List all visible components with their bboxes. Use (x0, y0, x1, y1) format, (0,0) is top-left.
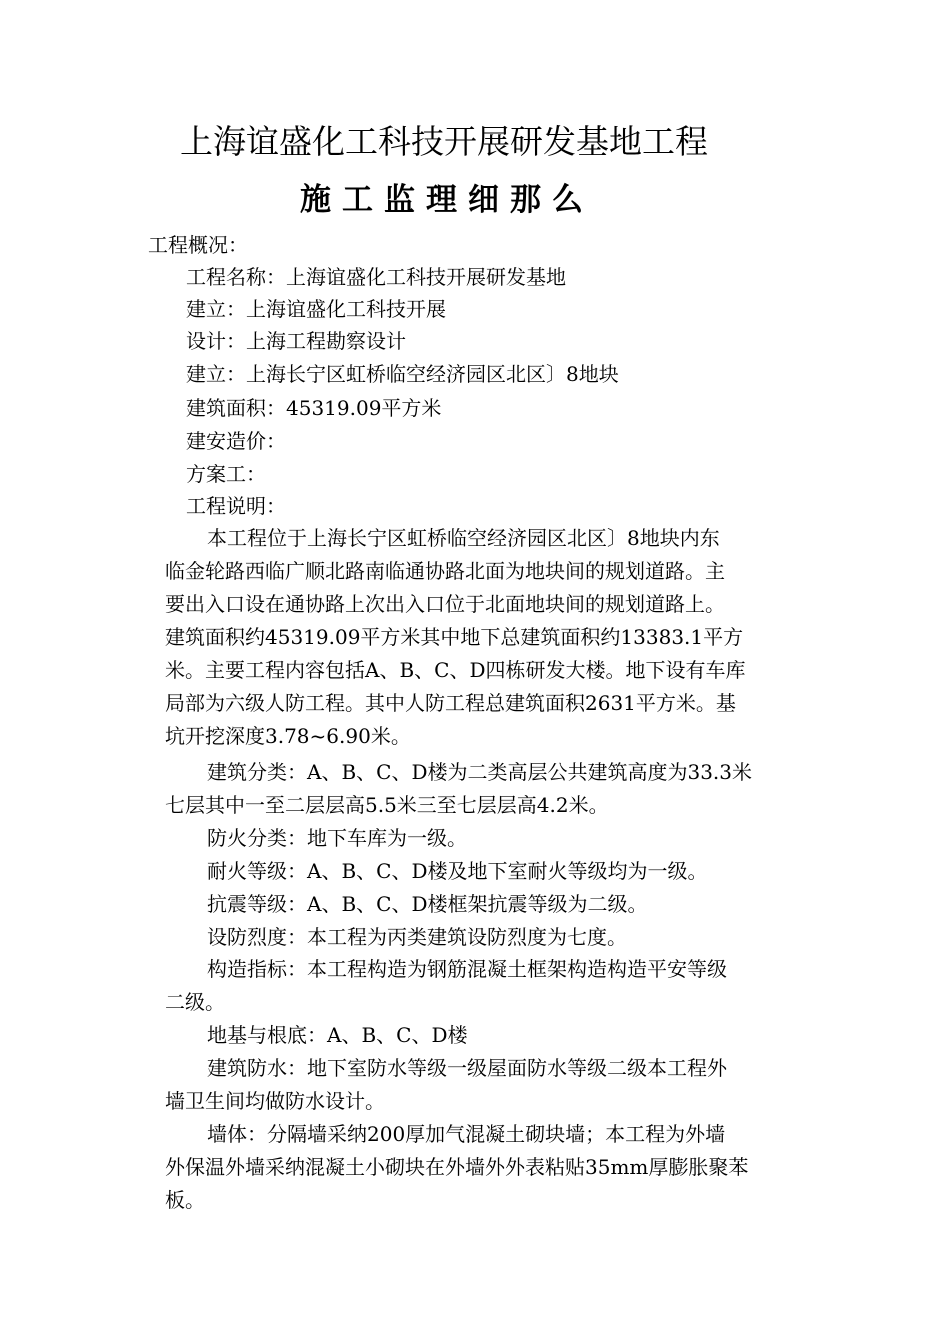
info-builder: 建立：上海谊盛化工科技开展 (186, 297, 446, 321)
paragraph-line: 墙体：分隔墙采纳200厚加气混凝土砌块墙；本工程为外墙 (207, 1122, 726, 1146)
paragraph-line: 坑开挖深度3.78~6.90米。 (165, 724, 411, 748)
paragraph-line: 建筑面积约45319.09平方米其中地下总建筑面积约13383.1平方 (165, 625, 744, 649)
info-area: 建筑面积：45319.09平方米 (186, 396, 442, 420)
paragraph-line: 局部为六级人防工程。其中人防工程总建筑面积2631平方米。基 (165, 691, 736, 715)
info-design: 设计：上海工程勘察设计 (186, 329, 406, 353)
paragraph-line: 七层其中一至二层层高5.5米三至七层层高4.2米。 (165, 793, 609, 817)
paragraph-line: 板。 (165, 1188, 205, 1212)
paragraph-line: 防火分类：地下车库为一级。 (207, 826, 467, 850)
section-heading: 工程概况： (148, 233, 248, 257)
info-location: 建立：上海长宁区虹桥临空经济园区北区〕8地块 (186, 362, 619, 386)
paragraph-line: 外保温外墙采纳混凝土小砌块在外墙外外表粘贴35mm厚膨胀聚苯 (165, 1155, 749, 1179)
info-description-heading: 工程说明： (186, 494, 286, 518)
document-title: 上海谊盛化工科技开展研发基地工程 (180, 122, 708, 161)
document-subtitle: 施工监理细那么 (300, 182, 594, 218)
paragraph-line: 要出入口设在通协路上次出入口位于北面地块间的规划道路上。 (165, 592, 725, 616)
paragraph-line: 墙卫生间均做防水设计。 (165, 1089, 385, 1113)
paragraph-line: 耐火等级：A、B、C、D楼及地下室耐火等级均为一级。 (207, 859, 708, 883)
paragraph-line: 构造指标：本工程构造为钢筋混凝土框架构造构造平安等级 (207, 957, 727, 981)
paragraph-line: 米。主要工程内容包括A、B、C、D四栋研发大楼。地下设有车库 (165, 658, 746, 682)
paragraph-line: 地基与根底：A、B、C、D楼 (207, 1023, 468, 1047)
info-contractor: 方案工： (186, 462, 266, 486)
paragraph-line: 设防烈度：本工程为丙类建筑设防烈度为七度。 (207, 925, 627, 949)
paragraph-line: 建筑分类：A、B、C、D楼为二类高层公共建筑高度为33.3米 (207, 760, 753, 784)
paragraph-line: 临金轮路西临广顺北路南临通协路北面为地块间的规划道路。主 (165, 559, 725, 583)
info-cost: 建安造价： (186, 429, 286, 453)
paragraph-line: 二级。 (165, 990, 225, 1014)
paragraph-line: 抗震等级：A、B、C、D楼框架抗震等级为二级。 (207, 892, 648, 916)
info-project-name: 工程名称：上海谊盛化工科技开展研发基地 (186, 265, 566, 289)
paragraph-line: 本工程位于上海长宁区虹桥临空经济园区北区〕8地块内东 (207, 526, 720, 550)
paragraph-line: 建筑防水：地下室防水等级一级屋面防水等级二级本工程外 (207, 1056, 727, 1080)
